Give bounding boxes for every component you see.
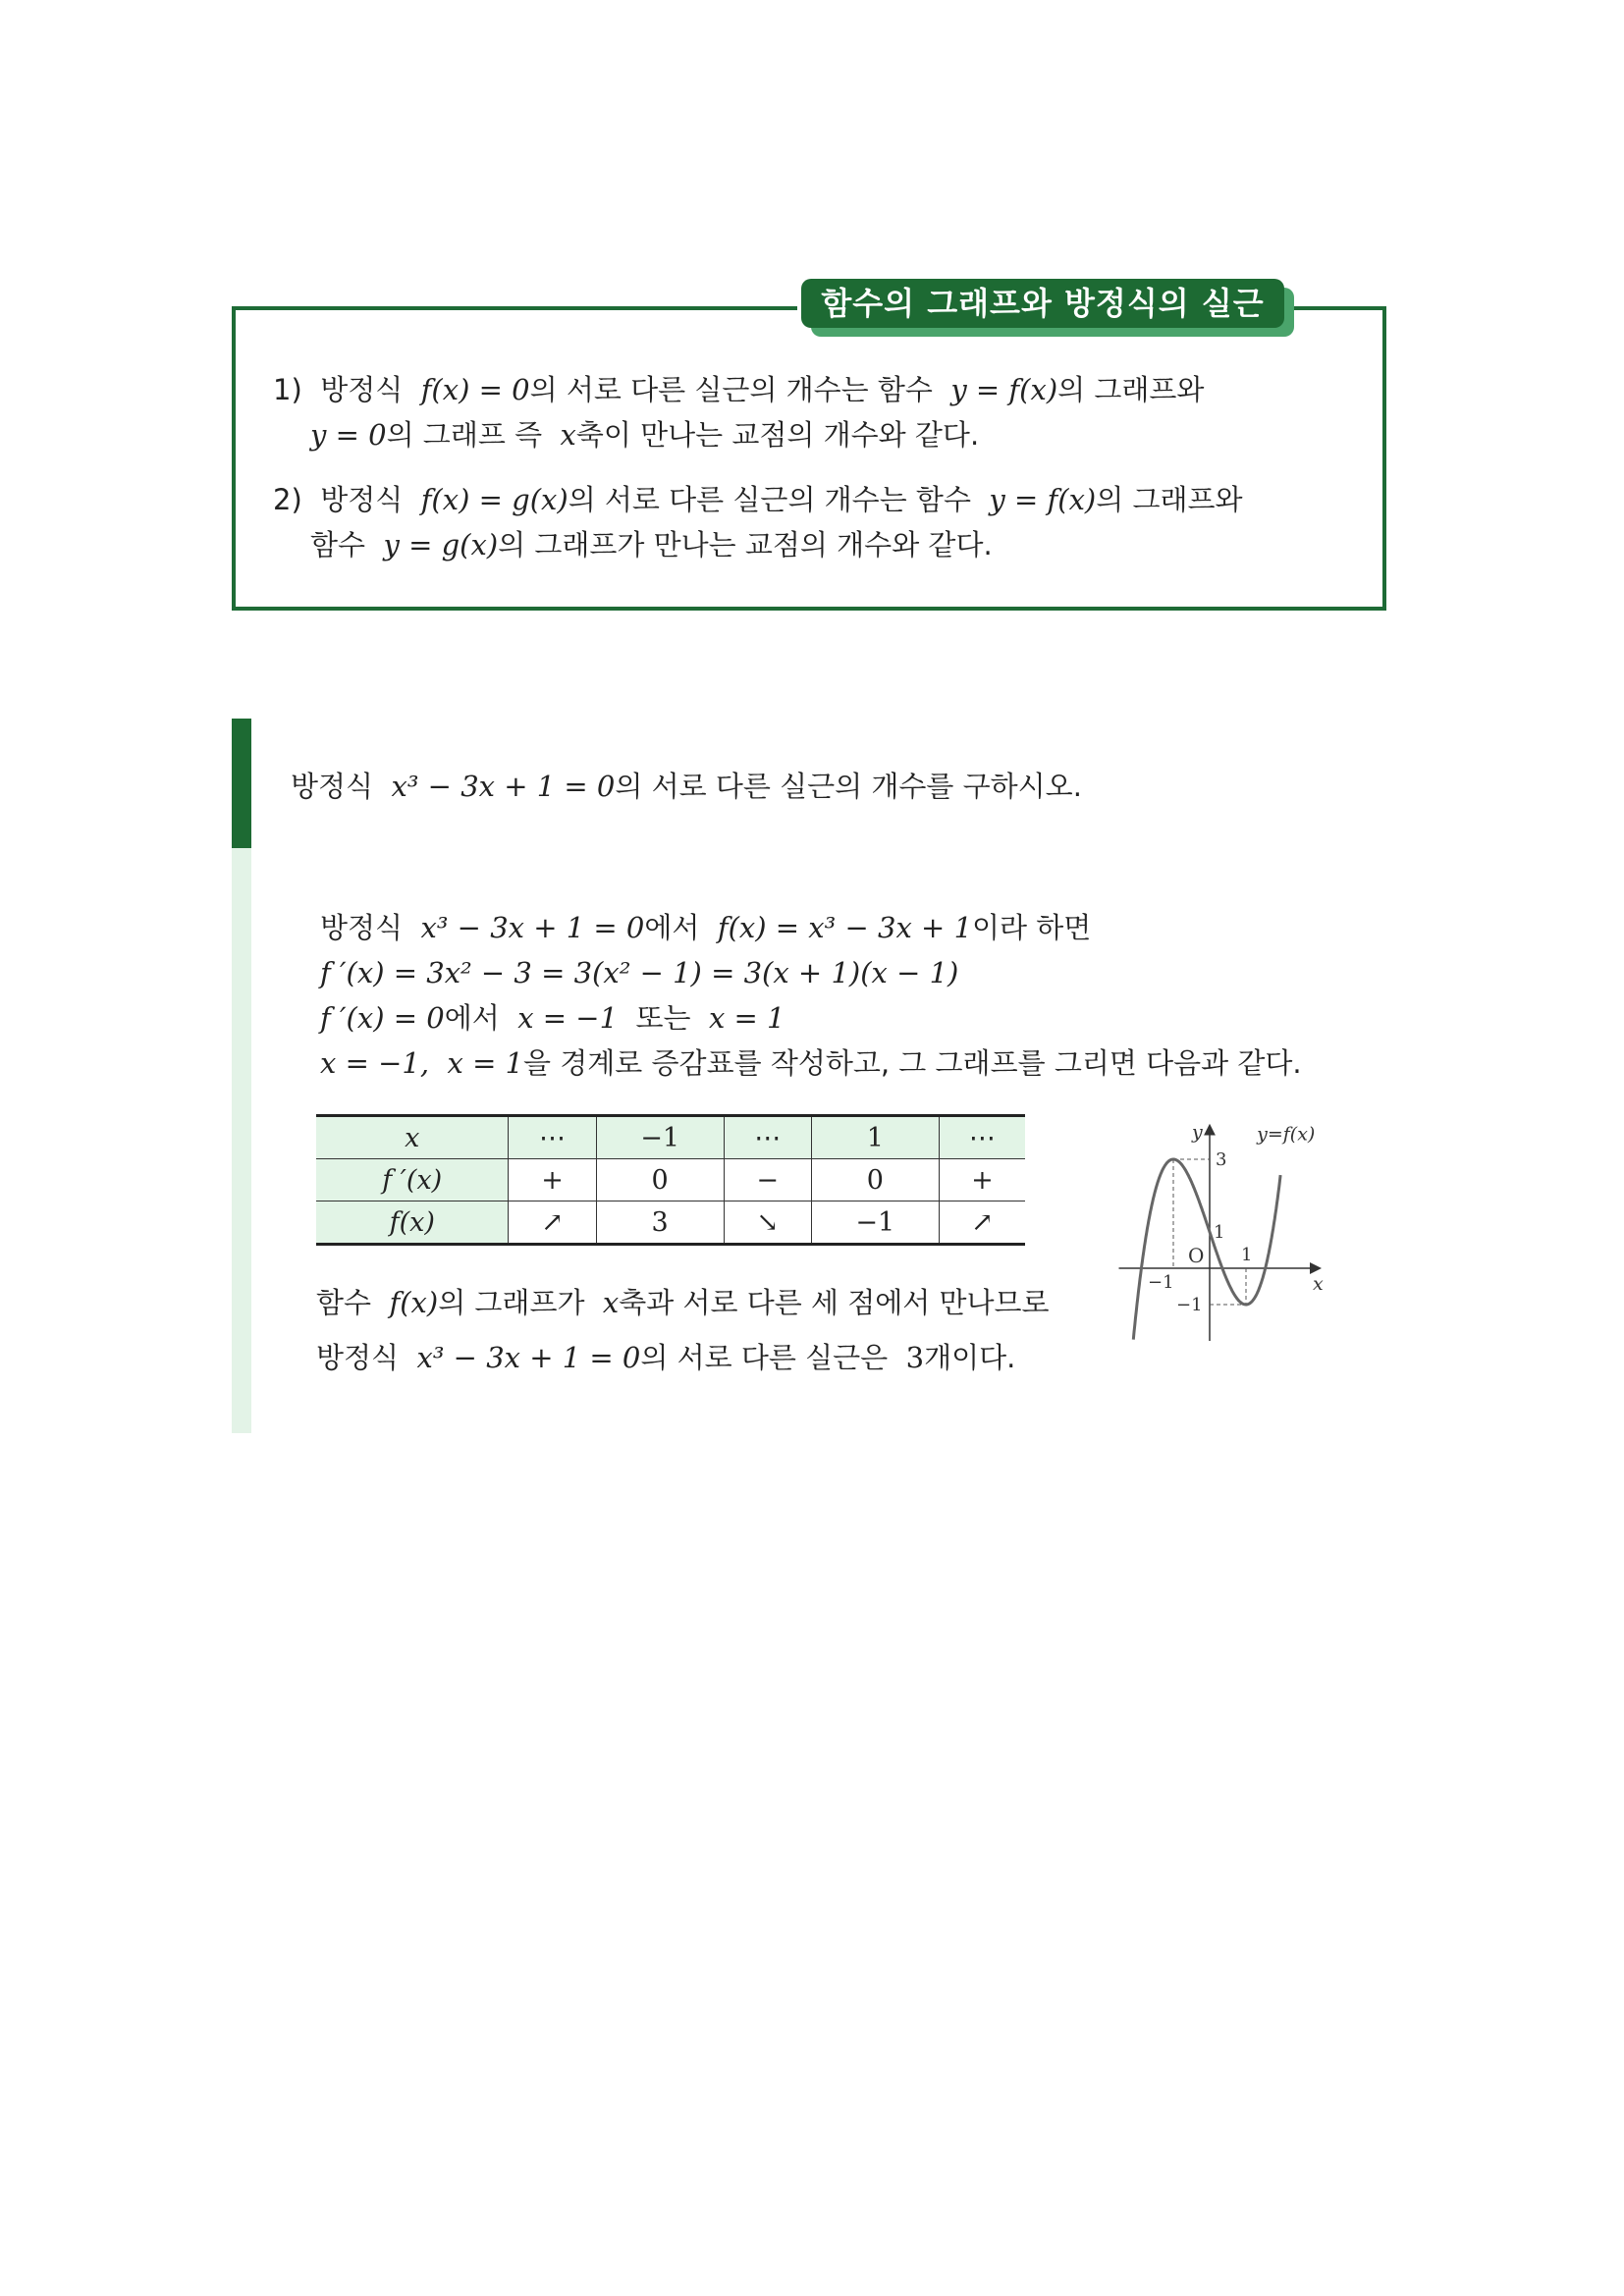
table-cell: 1 [811, 1116, 939, 1159]
table-cell: 0 [596, 1159, 724, 1201]
curve-label: y=f(x) [1257, 1123, 1316, 1146]
x-axis-label: x [1313, 1273, 1324, 1295]
table-cell: ⋯ [724, 1116, 811, 1159]
concept-box [232, 306, 1386, 611]
y-axis-label: y [1192, 1121, 1203, 1144]
sign-table [316, 1114, 1025, 1246]
table-cell: 3 [596, 1201, 724, 1245]
table-cell: ⋯ [509, 1116, 596, 1159]
conclusion-line-1: 함수 f(x)의 그래프가 x축과 서로 다른 세 점에서 만나므로 [316, 1286, 1050, 1319]
table-cell: −1 [811, 1201, 939, 1245]
solution-line-2: f ′(x) = 3x² − 3 = 3(x² − 1) = 3(x + 1)(x − 1) [320, 956, 959, 989]
table-cell: ↗ [509, 1201, 596, 1245]
table-cell: − [724, 1159, 811, 1201]
table-cell: f ′(x) [316, 1159, 509, 1201]
table-cell: ↗ [939, 1201, 1025, 1245]
tick-label-x-1: 1 [1241, 1245, 1253, 1265]
example-bar [232, 719, 251, 848]
concept-item-2-line-2: 함수 y = g(x)의 그래프가 만나는 교점의 개수와 같다. [310, 528, 993, 561]
table-cell: 0 [811, 1159, 939, 1201]
table-cell: −1 [596, 1116, 724, 1159]
tick-label-x-neg1: −1 [1148, 1272, 1174, 1293]
concept-item-2-line-1: 2) 방정식 f(x) = g(x)의 서로 다른 실근의 개수는 함수 y = f(x)의 그래프와 [273, 483, 1243, 516]
problem-statement: 방정식 x³ − 3x + 1 = 0의 서로 다른 실근의 개수를 구하시오. [291, 770, 1082, 803]
table-cell: + [509, 1159, 596, 1201]
solution-bar [232, 848, 251, 1433]
table-row [316, 1159, 1025, 1201]
tick-label-y-neg1: −1 [1176, 1295, 1203, 1315]
solution-line-3: f ′(x) = 0에서 x = −1 또는 x = 1 [320, 1001, 785, 1035]
solution-line-1: 방정식 x³ − 3x + 1 = 0에서 f(x) = x³ − 3x + 1이라 하면 [320, 911, 1092, 944]
tick-label-y-3: 3 [1216, 1149, 1227, 1170]
concept-title: 함수의 그래프와 방정식의 실근 [801, 279, 1284, 328]
concept-item-1-line-2: y = 0의 그래프 즉 x축이 만나는 교점의 개수와 같다. [310, 418, 980, 452]
origin-label: O [1188, 1244, 1205, 1267]
table-cell: ↘ [724, 1201, 811, 1245]
table-cell: x [316, 1116, 509, 1159]
function-graph [1080, 1099, 1375, 1355]
table-row [316, 1201, 1025, 1245]
curve-y-equals-f-x [1133, 1159, 1280, 1340]
concept-item-1-line-1: 1) 방정식 f(x) = 0의 서로 다른 실근의 개수는 함수 y = f(x)의 그래프와 [273, 373, 1205, 406]
tick-label-y-1: 1 [1214, 1222, 1225, 1243]
solution-line-4: x = −1, x = 1을 경계로 증감표를 작성하고, 그 그래프를 그리면 다음과 같다. [320, 1046, 1302, 1080]
table-cell: + [939, 1159, 1025, 1201]
table-row [316, 1116, 1025, 1159]
table-cell: f(x) [316, 1201, 509, 1245]
conclusion-line-2: 방정식 x³ − 3x + 1 = 0의 서로 다른 실근은 3개이다. [316, 1341, 1016, 1374]
table-cell: ⋯ [939, 1116, 1025, 1159]
